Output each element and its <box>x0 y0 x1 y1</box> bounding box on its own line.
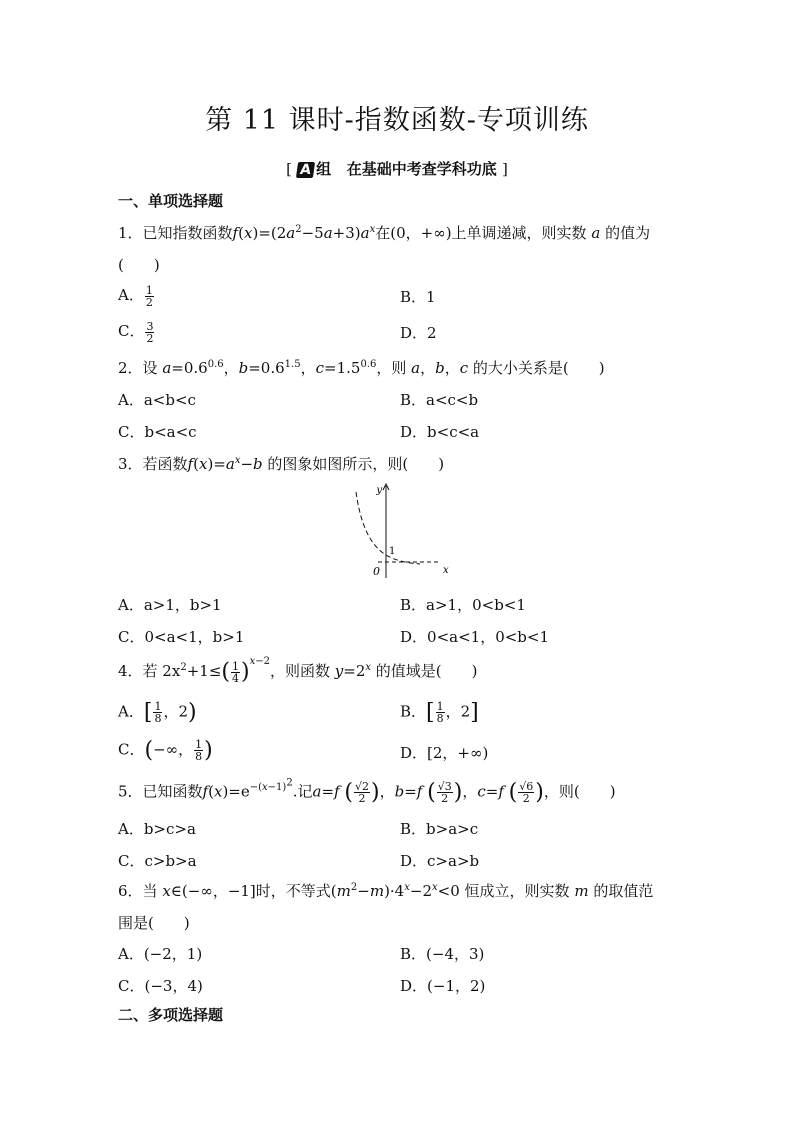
group-suffix: 组 <box>316 160 332 178</box>
q4-option-d[interactable]: D．[2，+∞) <box>400 744 489 762</box>
q2-option-a[interactable]: A．a<b<c <box>118 391 196 409</box>
q3-option-b[interactable]: B．a>1，0<b<1 <box>400 596 526 614</box>
q3-stem: 3．若函数$f(x)=a^x-b$ 的图象如图所示，则( ) <box>118 455 445 473</box>
q2-stem: 2．设 $a=0.6^{0.6}$，$b=0.6^{1.5}$，$c=1.5^{0.6}$，则 a，b，c 的大小关系是( ) <box>118 359 605 377</box>
q1-stem: 1．已知指数函数$f(x)=(2a^2-5a+3)a^x$在(0，+∞)上单调递减，则实数 a 的值为 <box>118 224 651 242</box>
q4-option-a[interactable]: A．[ $\frac{1}{8}$ ，2) <box>118 700 197 725</box>
q2-option-d[interactable]: D．b<c<a <box>400 423 480 441</box>
section-multi-choice: 二、多项选择题 <box>118 1006 224 1024</box>
q1-option-b[interactable]: B．1 <box>400 288 436 306</box>
q3-one-label: 1 <box>389 546 396 557</box>
q3-option-a[interactable]: A．a>1，b>1 <box>118 596 222 614</box>
q1-option-a[interactable]: A． $\frac{1}{2}$ <box>118 283 153 309</box>
group-header <box>0 158 794 179</box>
q2-option-c[interactable]: C．b<a<c <box>118 423 197 441</box>
q5-option-c[interactable]: C．c>b>a <box>118 852 197 870</box>
q3-origin-label: 0 <box>373 565 380 578</box>
section-single-choice: 一、单项选择题 <box>118 192 224 210</box>
bracket-close: ] <box>502 160 508 178</box>
q5-option-b[interactable]: B．b>a>c <box>400 820 479 838</box>
q6-option-c[interactable]: C．(−3，4) <box>118 977 203 995</box>
q4-option-b[interactable]: B．[ $\frac{1}{8}$ ，2] <box>400 700 479 725</box>
q3-y-label: y <box>376 485 382 496</box>
group-text: 在基础中考查学科功底 <box>346 160 497 178</box>
q6-option-d[interactable]: D．(−1，2) <box>400 977 486 995</box>
q5-option-d[interactable]: D．c>a>b <box>400 852 480 870</box>
bracket-open: [ <box>286 160 292 178</box>
q3-x-label: x <box>443 565 449 576</box>
page-title: 第 11 课时-指数函数-专项训练 <box>205 105 589 136</box>
q1-paren: ( ) <box>118 256 160 274</box>
q1-option-c[interactable]: C． $\frac{3}{2}$ <box>118 319 154 345</box>
q3-option-c[interactable]: C．0<a<1，b>1 <box>118 628 245 646</box>
q1-option-d[interactable]: D．2 <box>400 324 437 342</box>
q6-stem: 6．当 x∈(−∞，−1]时，不等式$(m^2-m)\cdot 4^x-2^x<0$ 恒成立，则实数 m 的取值范 <box>118 882 654 900</box>
q4-stem: 4．若 $2x^2+1\le$( $\frac{1}{4}$ )$^{x-2}$，则函数 $y=2^x$ 的值域是( ) <box>118 656 478 685</box>
q6-stem-cont: 围是( ) <box>118 914 190 932</box>
q6-option-b[interactable]: B．(−4，3) <box>400 945 485 963</box>
q5-stem: 5．已知函数$f(x)=e^{-(x-1)^2}$.记a=f ( $\frac{√2}{2}$ )，b=f ( $\frac{√3}{2}$ )，c=f ( $\frac{√6}{2}$ )，则( ) <box>118 778 616 805</box>
q4-option-c[interactable]: C．(−∞， $\frac{1}{8}$ ) <box>118 738 213 763</box>
group-badge: A <box>296 162 315 178</box>
q2-option-b[interactable]: B．a<c<b <box>400 391 479 409</box>
q6-option-a[interactable]: A．(−2，1) <box>118 945 203 963</box>
q3-option-d[interactable]: D．0<a<1，0<b<1 <box>400 628 550 646</box>
q5-option-a[interactable]: A．b>c>a <box>118 820 196 838</box>
q3-graph <box>344 480 454 582</box>
